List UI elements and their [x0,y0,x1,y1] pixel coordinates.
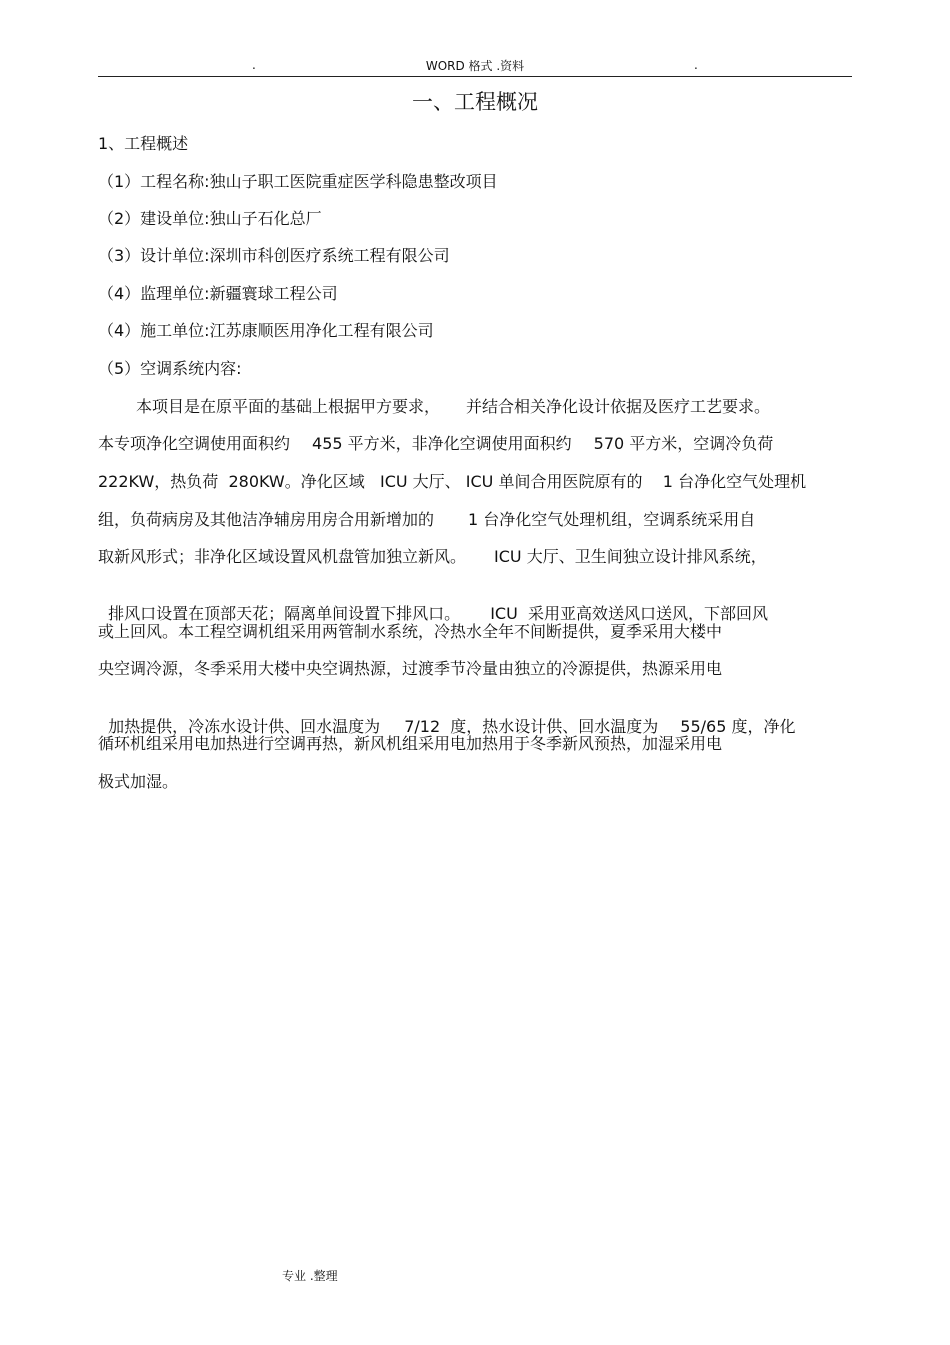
text-run: 7/12 度，热水设计供、回水温度为 [404,717,659,736]
item-label: （2）建设单位: [98,209,210,228]
text-run: 本专项净化空调使用面积约 [98,434,291,453]
item-label: （4）施工单位: [98,321,210,340]
item-label: （4）监理单位: [98,284,210,303]
item-contractor-unit [98,321,434,341]
text-run: 加热提供，冷冻水设计供、回水温度为 [108,717,381,736]
paragraph-line-6 [98,584,768,624]
paragraph-line-11: 极式加湿。 [98,772,179,791]
paragraph-line-4 [98,510,755,530]
item-design-unit [98,246,450,266]
text-run: 1 台净化空气处理机组，空调系统采用自 [468,510,756,529]
item-value: 江苏康顺医用净化工程有限公司 [209,321,434,340]
paragraph-line-1 [136,397,770,417]
document-title: 一、工程概况 [412,90,538,114]
paragraph-line-9 [98,697,796,737]
text-run: 组，负荷病房及其他洁净辅房用房合用新增加的 [98,510,435,529]
paragraph-line-5 [98,547,767,567]
item-value: 新疆寰球工程公司 [209,284,338,303]
header-center-text: WORD 格式 .资料 [425,59,525,73]
text-run: 并结合相关净化设计依据及医疗工艺要求。 [466,397,771,416]
header-left-mark: . [252,58,256,72]
header-right-mark: . [694,58,698,72]
footer-text: 专业 .整理 [282,1269,338,1283]
item-label: （5）空调系统内容: [98,359,242,378]
item-construction-unit [98,209,322,229]
text-run: ICU 大厅、卫生间独立设计排风系统， [494,547,767,566]
item-value: 深圳市科创医疗系统工程有限公司 [209,246,450,265]
text-run: 455 平方米，非净化空调使用面积约 [312,434,572,453]
text-run: ICU 采用亚高效送风口送风，下部回风 [490,604,768,623]
item-value: 独山子石化总厂 [209,209,322,228]
item-hvac-content [98,359,242,379]
text-run: 55/65 度，净化 [680,717,796,736]
paragraph-line-7: 或上回风。本工程空调机组采用两管制水系统，冷热水全年不间断提供，夏季采用大楼中 [98,622,723,641]
item-project-name [98,172,498,192]
item-label: （3）设计单位: [98,246,210,265]
section-heading: 1、工程概述 [98,134,189,153]
paragraph-line-10: 循环机组采用电加热进行空调再热，新风机组采用电加热用于冬季新风预热，加湿采用电 [98,734,723,753]
text-run: 取新风形式；非净化区域设置风机盘管加独立新风。 [98,547,467,566]
paragraph-line-8: 央空调冷源，冬季采用大楼中央空调热源，过渡季节冷量由独立的冷源提供，热源采用电 [98,659,723,678]
paragraph-line-2 [98,434,773,454]
paragraph-line-3: 222KW，热负荷 280KW。净化区域 ICU 大厅、 ICU 单间合用医院原有的 1 台净化空气处理机 [98,472,807,491]
text-run: 570 平方米，空调冷负荷 [593,434,774,453]
item-supervision-unit [98,284,338,304]
item-value: 独山子职工医院重症医学科隐患整改项目 [209,172,498,191]
item-label: （1）工程名称: [98,172,210,191]
text-run: 排风口设置在顶部天花；隔离单间设置下排风口。 [108,604,461,623]
text-run: 本项目是在原平面的基础上根据甲方要求， [136,397,441,416]
header-rule [98,76,852,77]
